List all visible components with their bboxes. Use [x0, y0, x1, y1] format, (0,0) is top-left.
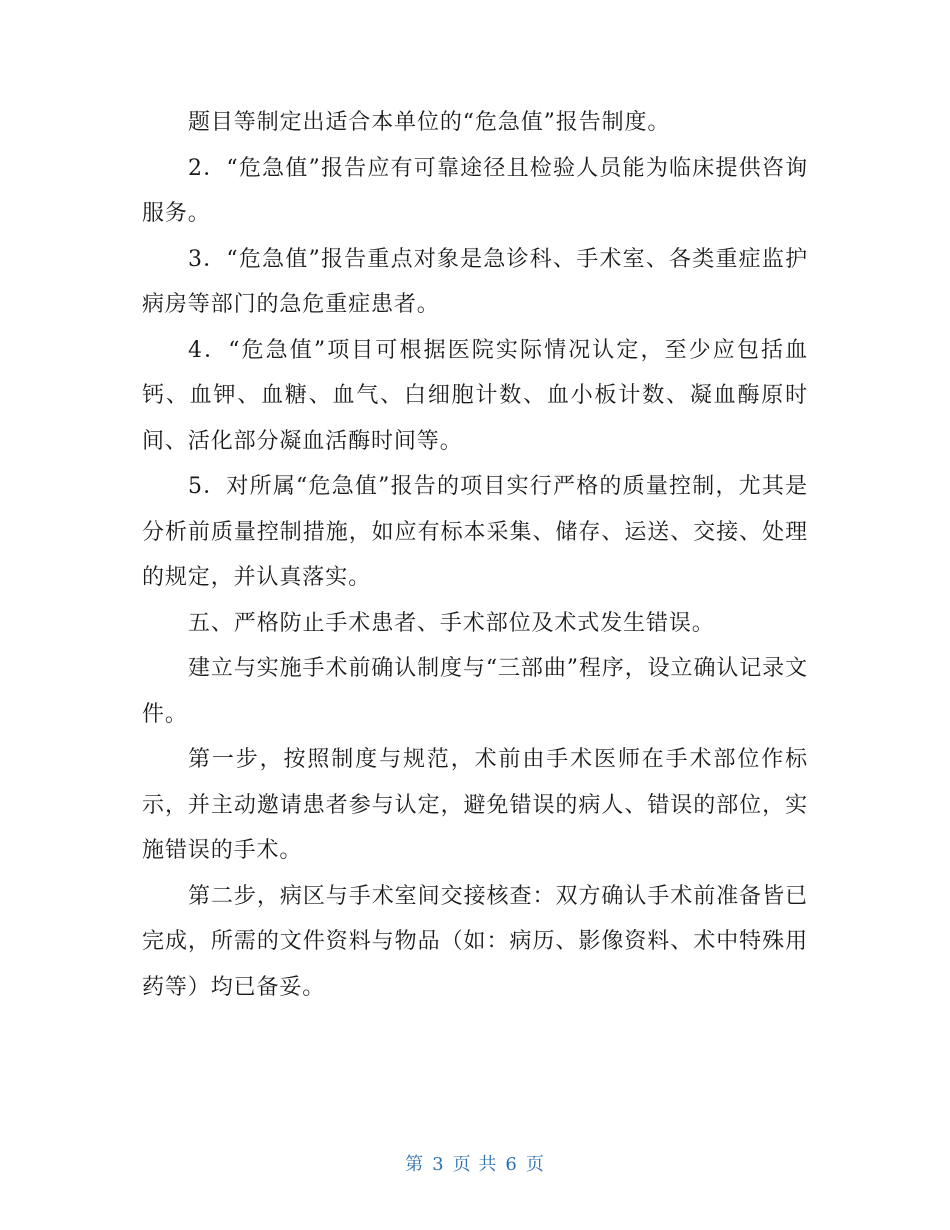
page-footer — [0, 1150, 950, 1176]
paragraph-9: 第二步，病区与手术室间交接核查：双方确认手术前准备皆已完成，所需的文件资料与物品（如：病历、影像资料、术中特殊用药等）均已备妥。 — [142, 883, 808, 1000]
paragraph-7: 建立与实施手术前确认制度与“三部曲”程序，设立确认记录文件。 — [142, 656, 808, 727]
footer-current-page: 3 — [432, 1154, 445, 1175]
paragraph-8: 第一步，按照制度与规范，术前由手术医师在手术部位作标示，并主动邀请患者参与认定，避免错误的病人、错误的部位，实施错误的手术。 — [142, 747, 808, 863]
paragraph-1: 题目等制定出适合本单位的“危急值”报告制度。 — [188, 110, 671, 135]
paragraph-6: 五、严格防止手术患者、手术部位及术式发生错误。 — [188, 610, 715, 636]
document-body — [142, 100, 808, 1010]
paragraph-2: 2．“危急值”报告应有可靠途径且检验人员能为临床提供咨询服务。 — [142, 155, 808, 226]
paragraph-5: 5．对所属“危急值”报告的项目实行严格的质量控制，尤其是分析前质量控制措施，如应有标本采集、储存、运送、交接、处理的规定，并认真落实。 — [142, 474, 808, 590]
footer-prefix: 第 — [405, 1154, 425, 1175]
footer-total-pages: 6 — [505, 1154, 518, 1175]
paragraph-4: 4．“危急值”项目可根据医院实际情况认定，至少应包括血钙、血钾、血糖、血气、白细胞计数、血小板计数、凝血酶原时间、活化部分凝血活酶时间等。 — [142, 337, 808, 454]
paragraph-3: 3．“危急值”报告重点对象是急诊科、手术室、各类重症监护病房等部门的急危重症患者。 — [142, 246, 808, 317]
footer-suffix: 页 — [525, 1154, 545, 1175]
footer-middle: 页 共 — [452, 1154, 498, 1175]
